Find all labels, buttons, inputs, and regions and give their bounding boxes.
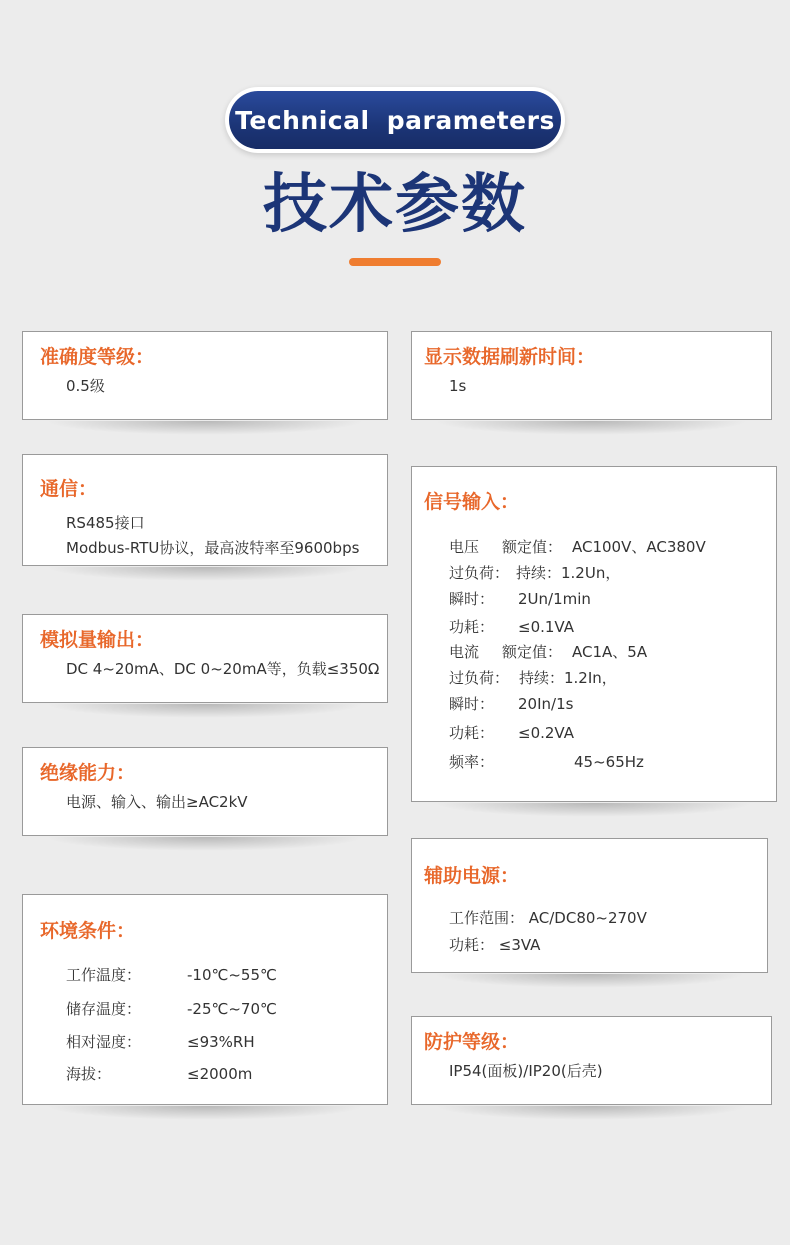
row-sublabel: 额定值：: [502, 538, 563, 556]
refresh-time-card: [411, 331, 772, 420]
row-label: 海拔：: [66, 1065, 112, 1083]
page-title: 技术参数: [263, 168, 527, 242]
row-value: ≤2000m: [187, 1065, 253, 1083]
row-label: 过负荷：: [449, 564, 510, 582]
row-value: ≤93%RH: [187, 1033, 255, 1051]
card-title: 模拟量输出：: [40, 629, 155, 651]
row-value: 20In/1s: [518, 695, 574, 713]
row-text: DC 4~20mA、DC 0~20mA等，负载≤350Ω: [66, 660, 380, 678]
header-badge: [225, 87, 565, 153]
row-label: 电流: [449, 643, 480, 661]
protection-card: [411, 1016, 772, 1105]
title-underline: [349, 258, 441, 266]
insulation-card: [22, 747, 388, 836]
row-value: ≤0.1VA: [518, 618, 574, 636]
row-text: RS485接口: [66, 514, 145, 532]
aux-power-card: [411, 838, 768, 973]
row-value: 45~65Hz: [574, 753, 644, 771]
card-title: 信号输入：: [424, 491, 520, 513]
row-text: 0.5级: [66, 377, 105, 395]
row-text: 工作范围： AC/DC80~270V: [449, 909, 647, 927]
card-title: 通信：: [40, 478, 98, 500]
row-text: Modbus-RTU协议，最高波特率至9600bps: [66, 539, 360, 557]
row-label: 瞬时：: [449, 695, 495, 713]
row-value: -10℃~55℃: [187, 966, 277, 984]
analog-output-card: [22, 614, 388, 703]
row-label: 过负荷：: [449, 669, 510, 687]
row-label: 功耗：: [449, 618, 495, 636]
card-title: 绝缘能力：: [40, 762, 136, 784]
row-value: -25℃~70℃: [187, 1000, 277, 1018]
card-title: 准确度等级：: [40, 346, 155, 368]
environment-card: [22, 894, 388, 1105]
card-title: 环境条件：: [40, 920, 136, 942]
row-text: 功耗： ≤3VA: [449, 936, 541, 954]
signal-input-card: [411, 466, 777, 802]
row-label: 瞬时：: [449, 590, 495, 608]
row-label: 相对湿度：: [66, 1033, 142, 1051]
card-title: 辅助电源：: [424, 865, 520, 887]
row-text: 1s: [449, 377, 467, 395]
accuracy-card: [22, 331, 388, 420]
row-sublabel: 额定值：: [502, 643, 563, 661]
row-value: 持续：1.2Un，: [516, 564, 621, 582]
row-label: 工作温度：: [66, 966, 142, 984]
row-value: AC100V、AC380V: [572, 538, 706, 556]
header-badge-label: Technical parameters: [229, 91, 561, 149]
row-label: 储存温度：: [66, 1000, 142, 1018]
row-label: 频率：: [449, 753, 495, 771]
row-label: 电压: [449, 538, 480, 556]
row-value: AC1A、5A: [572, 643, 648, 661]
row-label: 功耗：: [449, 724, 495, 742]
row-text: 电源、输入、输出≥AC2kV: [66, 793, 248, 811]
card-title: 防护等级：: [424, 1031, 520, 1053]
row-value: 2Un/1min: [518, 590, 591, 608]
row-value: 持续：1.2In，: [519, 669, 617, 687]
row-value: ≤0.2VA: [518, 724, 574, 742]
communication-card: [22, 454, 388, 566]
row-text: IP54(面板)/IP20(后壳): [449, 1062, 603, 1080]
card-title: 显示数据刷新时间：: [424, 346, 596, 368]
